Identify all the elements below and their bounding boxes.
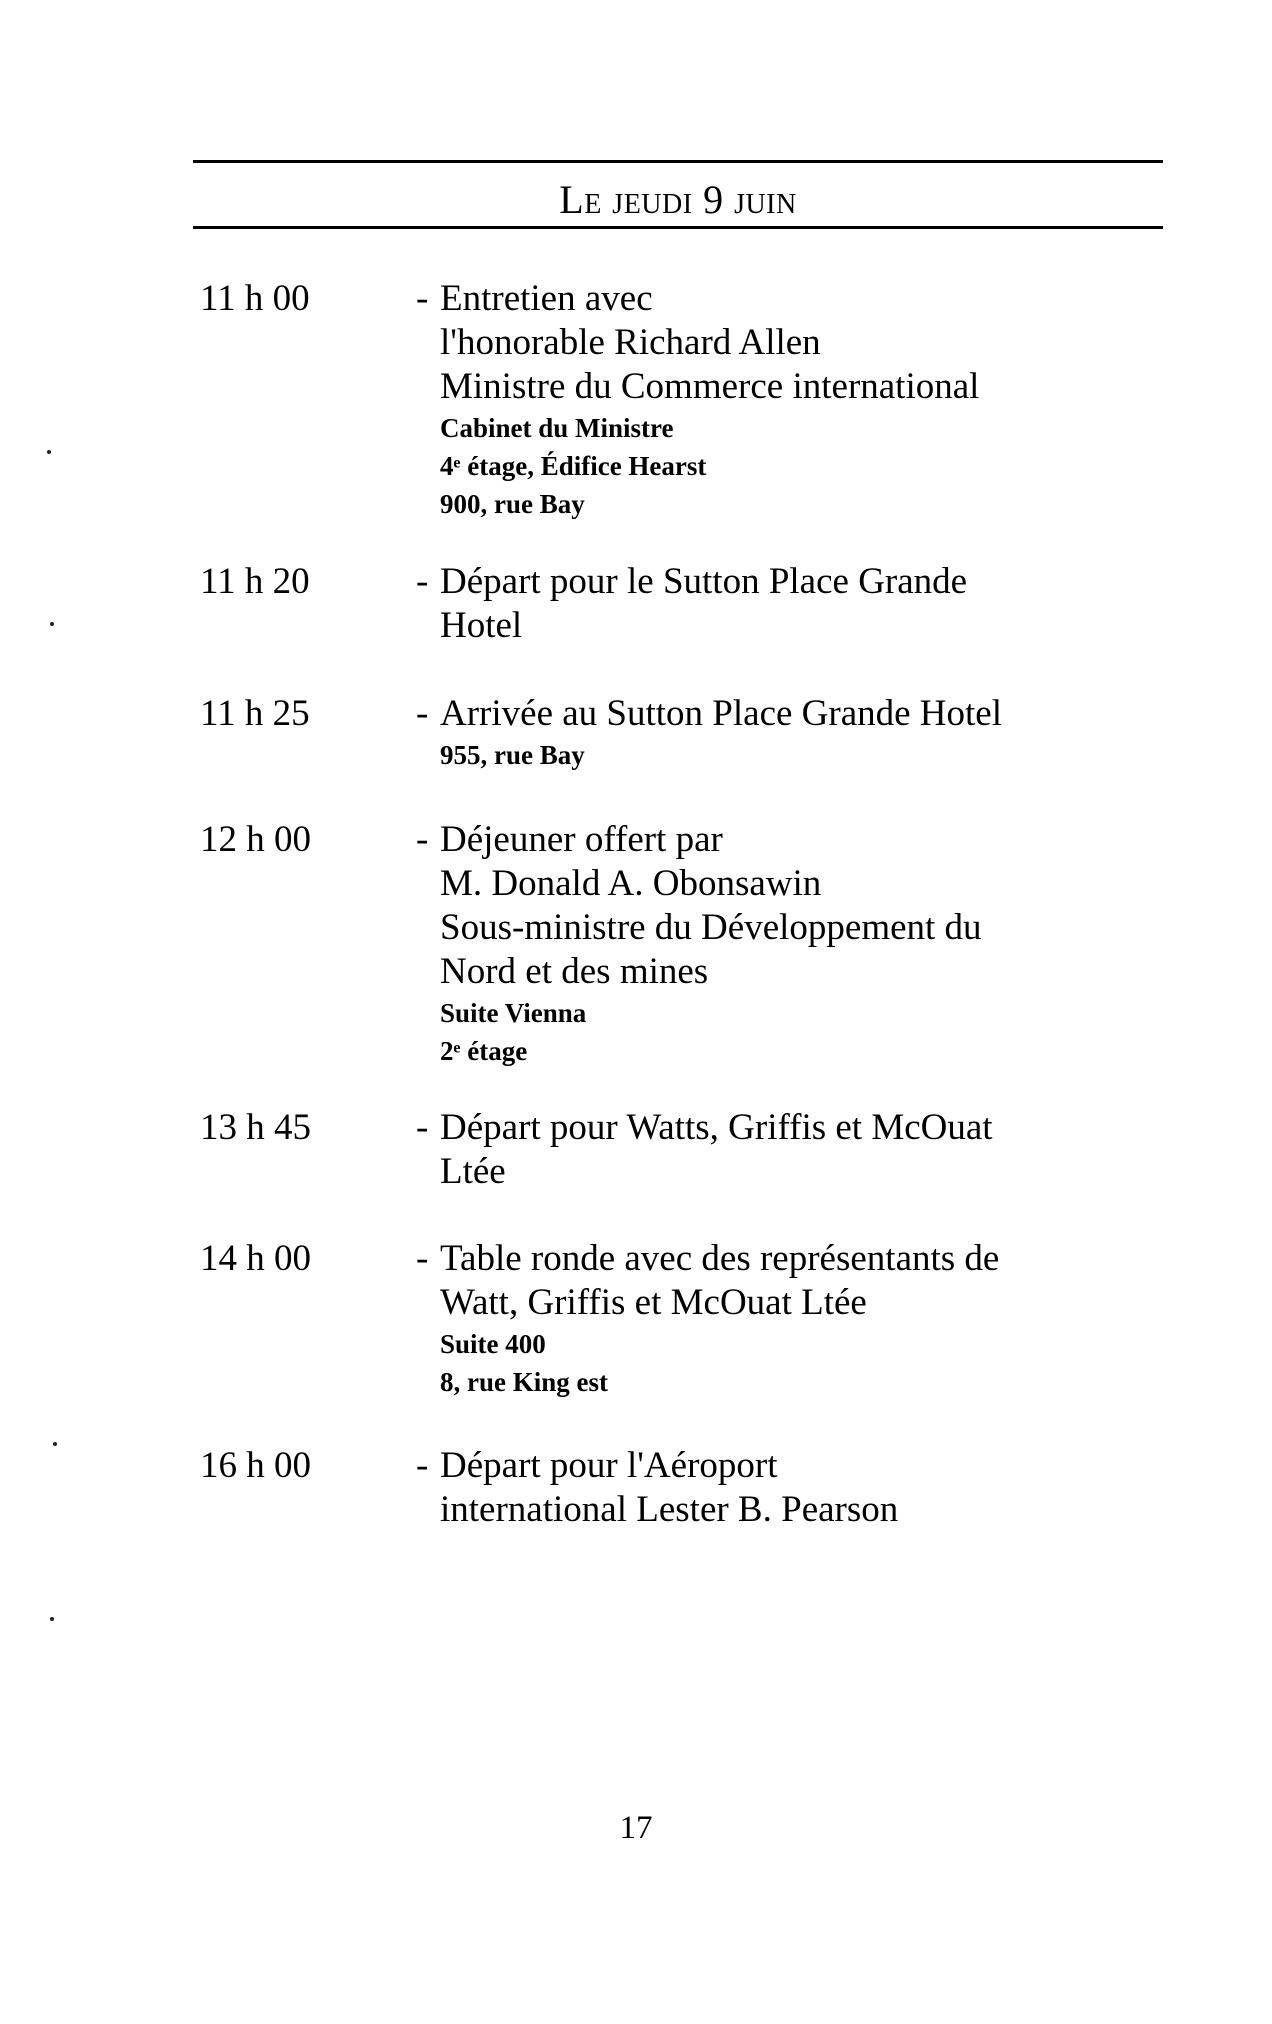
entry-time: 14 h 00 bbox=[200, 1238, 311, 1279]
entry-description bbox=[440, 692, 1160, 774]
entry-detail: 955, rue Bay bbox=[440, 740, 585, 770]
entry-description bbox=[440, 818, 1160, 1070]
entry-description bbox=[440, 1444, 1160, 1532]
entry-line: Ltée bbox=[440, 1151, 506, 1192]
entry-line: Départ pour Watts, Griffis et McOuat bbox=[440, 1107, 993, 1148]
entry-line: Sous-ministre du Développement du bbox=[440, 907, 982, 948]
entry-description bbox=[440, 277, 1160, 523]
entry-dash: - bbox=[416, 819, 429, 860]
entry-line: Entretien avec bbox=[440, 278, 653, 319]
entry-detail: 4ᵉ étage, Édifice Hearst bbox=[440, 451, 707, 481]
entry-line: Déjeuner offert par bbox=[440, 819, 723, 860]
entry-time: 16 h 00 bbox=[200, 1445, 311, 1486]
entry-time: 12 h 00 bbox=[200, 819, 311, 860]
entry-line: international Lester B. Pearson bbox=[440, 1489, 899, 1530]
entry-detail: Suite Vienna bbox=[440, 998, 587, 1028]
entry-time: 11 h 25 bbox=[200, 693, 310, 734]
entry-line: Arrivée au Sutton Place Grande Hotel bbox=[440, 693, 1003, 734]
entry-dash: - bbox=[416, 278, 429, 319]
day-title: Le jeudi 9 juin bbox=[559, 177, 797, 222]
entry-detail: 2ᵉ étage bbox=[440, 1036, 528, 1066]
entry-line: Départ pour l'Aéroport bbox=[440, 1445, 778, 1486]
entry-time: 13 h 45 bbox=[200, 1107, 311, 1148]
entry-time: 11 h 20 bbox=[200, 561, 310, 602]
page-number: 17 bbox=[619, 1810, 653, 1846]
entry-description bbox=[440, 1106, 1160, 1194]
entry-description bbox=[440, 1237, 1160, 1401]
scan-speck bbox=[50, 1617, 54, 1621]
entry-line: Watt, Griffis et McOuat Ltée bbox=[440, 1282, 867, 1323]
entry-line: M. Donald A. Obonsawin bbox=[440, 863, 822, 904]
entry-line: Table ronde avec des représentants de bbox=[440, 1238, 1000, 1279]
entry-line: Ministre du Commerce international bbox=[440, 366, 980, 407]
entry-line: l'honorable Richard Allen bbox=[440, 322, 821, 363]
entry-detail: 8, rue King est bbox=[440, 1367, 608, 1397]
entry-line: Départ pour le Sutton Place Grande bbox=[440, 561, 968, 602]
entry-dash: - bbox=[416, 693, 429, 734]
entry-line: Nord et des mines bbox=[440, 951, 709, 992]
entry-line: Hotel bbox=[440, 605, 523, 646]
scan-speck bbox=[53, 1442, 57, 1446]
entry-detail: Cabinet du Ministre bbox=[440, 413, 674, 443]
entry-dash: - bbox=[416, 1238, 429, 1279]
scan-speck bbox=[50, 622, 54, 626]
entry-detail: Suite 400 bbox=[440, 1329, 546, 1359]
entry-dash: - bbox=[416, 1445, 429, 1486]
entry-detail: 900, rue Bay bbox=[440, 489, 585, 519]
entry-dash: - bbox=[416, 1107, 429, 1148]
scan-speck bbox=[47, 450, 51, 454]
entry-description bbox=[440, 560, 1160, 648]
entry-time: 11 h 00 bbox=[200, 278, 310, 319]
entry-dash: - bbox=[416, 561, 429, 602]
